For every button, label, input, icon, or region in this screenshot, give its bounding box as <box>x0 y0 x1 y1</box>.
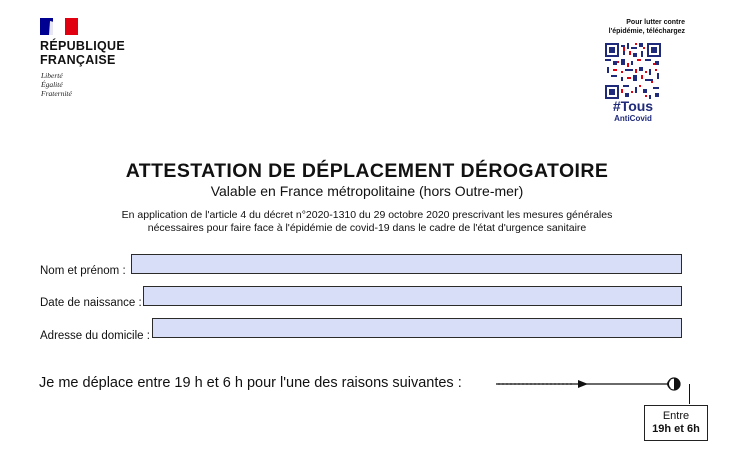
motto-egalite: Égalité <box>41 80 63 89</box>
decree-line2: nécessaires pour faire face à l'épidémie de covid-19 dans le cadre de l'état d'urgence sanitaire <box>147 222 587 234</box>
decree-line1: En application de l'article 4 du décret n°2020-1310 du 29 octobre 2020 prescrivant les mesures générales <box>121 209 613 221</box>
birthdate-label: Date de naissance : <box>40 297 142 309</box>
motto-liberte: Liberté <box>41 71 63 80</box>
name-input[interactable] <box>131 254 682 274</box>
badge-line2 <box>645 423 707 436</box>
republic-motto <box>41 71 72 98</box>
qr-caption-line2: l'épidémie, téléchargez <box>608 28 685 35</box>
motto-fraternite: Fraternité <box>41 89 72 98</box>
badge-hours: 19h et 6h <box>652 423 700 435</box>
qr-code-icon[interactable] <box>605 43 661 99</box>
decree-reference <box>60 209 674 235</box>
rf-name-line2: FRANÇAISE <box>40 53 116 67</box>
address-label: Adresse du domicile : <box>40 330 150 342</box>
night-timeline-arrow-icon <box>494 372 694 396</box>
page-subtitle: Valable en France métropolitaine (hors Outre-mer) <box>210 183 524 199</box>
birthdate-input[interactable] <box>143 286 682 306</box>
badge-line1: Entre <box>662 410 690 422</box>
tous-anticovid-logo-tous: #Tous <box>612 98 654 114</box>
name-label: Nom et prénom : <box>40 265 126 277</box>
qr-caption-line1: Pour lutter contre <box>626 19 685 26</box>
timeline-connector <box>689 384 690 404</box>
address-input[interactable] <box>152 318 682 338</box>
qr-caption <box>589 18 685 36</box>
curfew-hours-badge <box>644 405 708 441</box>
republique-francaise-name <box>40 39 125 67</box>
page-title: ATTESTATION DE DÉPLACEMENT DÉROGATOIRE <box>125 160 609 182</box>
tous-anticovid-logo-anticovid: AntiCovid <box>614 114 652 123</box>
rf-name-line1: RÉPUBLIQUE <box>40 39 125 53</box>
republique-francaise-flag-logo <box>40 18 78 35</box>
curfew-sentence: Je me déplace entre 19 h et 6 h pour l'une des raisons suivantes : <box>39 375 462 391</box>
